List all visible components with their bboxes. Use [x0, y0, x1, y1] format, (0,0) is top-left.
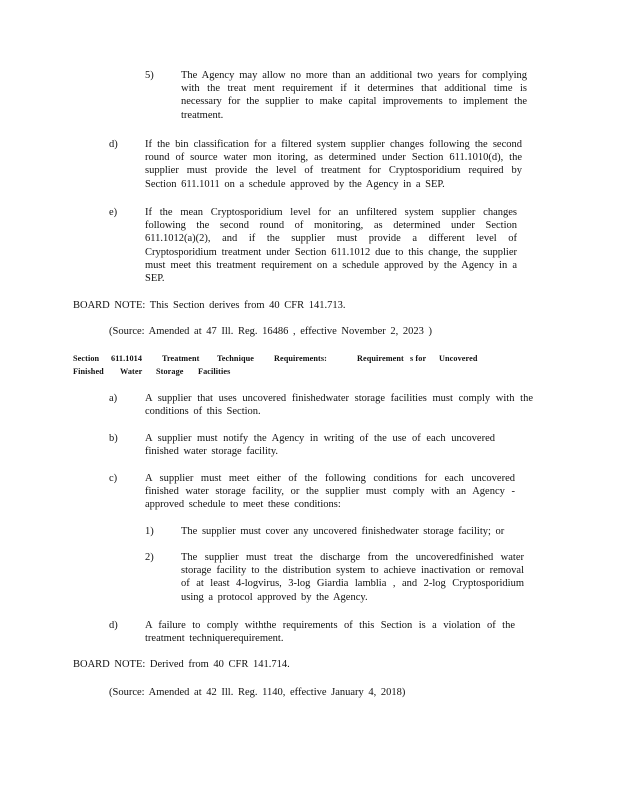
paragraph-5: The Agency may allow no more than an additional two years for complying with the treat ment requirement if it determines that additional time is necessary for the supplier to make capital improvements to implement the treatment.	[181, 70, 527, 121]
heading-word: Facilities	[198, 367, 231, 376]
paragraph-a: A supplier that uses uncovered finishedwater storage facilities must comply with the conditions of this Section.	[145, 393, 533, 418]
heading-word: Technique	[217, 354, 254, 363]
board-note: BOARD NOTE: This Section derives from 40 CFR 141.713.	[73, 300, 346, 311]
paragraph-c: A supplier must meet either of the following conditions for each uncovered finished water storage facility, or the supplier must comply with an Agency - approved schedule to meet these conditions:	[145, 473, 515, 511]
list-label: a)	[109, 393, 118, 404]
list-label: d)	[109, 620, 118, 631]
paragraph-e: If the mean Cryptosporidium level for an unfiltered system supplier changes following the second round of monitoring, as determined under Section 611.1012(a)(2), and if the supplier must provide a different level of Cryptosporidium treatment under Section 611.1012 due to this change, the supplier must meet this treatment requirement on a schedule approved by the Agency in a SEP.	[145, 207, 517, 285]
heading-word: Uncovered	[439, 354, 478, 363]
paragraph-c2: The supplier must treat the discharge from the uncoveredfinished water storage facility to the distribution system to achieve inactivation or removal of at least 4-logvirus, 3-log Giardia lamblia , and 2-log Cryptosporidium using a protocol approved by the Agency.	[181, 552, 524, 603]
list-label: d)	[109, 139, 118, 150]
heading-word: 611.1014	[111, 354, 143, 363]
list-label: 1)	[145, 526, 154, 537]
heading-word: s for	[410, 354, 427, 363]
paragraph-d: If the bin classification for a filtered system supplier changes following the second round of source water mon itoring, as determined under Section 611.1010(d), the supplier must provide the level of treatment for Cryptosporidium required by Section 611.1011 on a schedule approved by the Agency in a SEP.	[145, 139, 522, 190]
heading-word: Requirement	[357, 354, 404, 363]
heading-word: Finished	[73, 367, 104, 376]
list-label: c)	[109, 473, 118, 484]
source-note: (Source: Amended at 42 Ill. Reg. 1140, effective January 4, 2018)	[109, 687, 406, 698]
heading-word: Requirements:	[274, 354, 327, 363]
list-label: 5)	[145, 70, 154, 81]
list-label: e)	[109, 207, 118, 218]
paragraph-d2: A failure to comply withthe requirements of this Section is a violation of the treatment techniquerequirement.	[145, 620, 515, 645]
paragraph-b: A supplier must notify the Agency in writing of the use of each uncovered finished water storage facility.	[145, 433, 495, 458]
heading-word: Water	[120, 367, 143, 376]
heading-word: Section	[73, 354, 100, 363]
list-label: b)	[109, 433, 118, 444]
heading-word: Storage	[156, 367, 184, 376]
source-note: (Source: Amended at 47 Ill. Reg. 16486 , effective November 2, 2023 )	[109, 326, 432, 337]
heading-word: Treatment	[162, 354, 200, 363]
list-label: 2)	[145, 552, 154, 563]
paragraph-c1: The supplier must cover any uncovered finishedwater storage facility; or	[181, 526, 505, 537]
section-heading	[73, 352, 493, 378]
board-note: BOARD NOTE: Derived from 40 CFR 141.714.	[73, 659, 290, 670]
